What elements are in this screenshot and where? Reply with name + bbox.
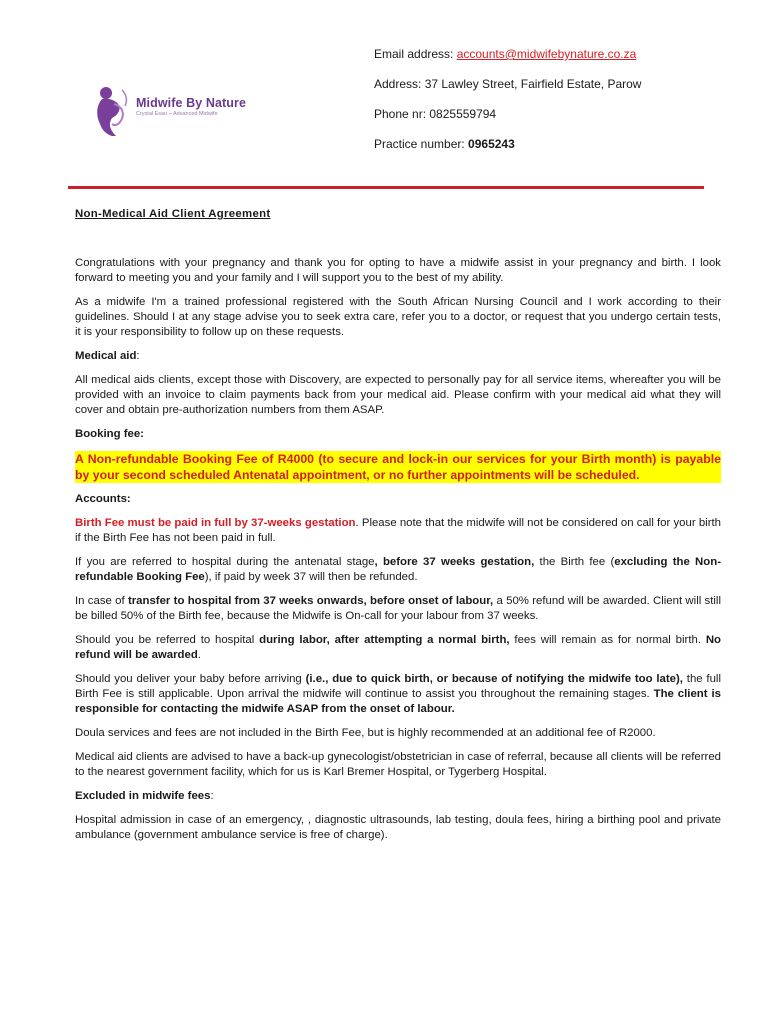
email-label: Email address:: [374, 47, 457, 61]
logo-text: [136, 96, 246, 117]
phone-line: Phone nr: 0825559794: [374, 107, 497, 121]
accounts-heading: Accounts:: [75, 493, 131, 505]
document-title: Non-Medical Aid Client Agreement: [75, 208, 271, 220]
medical-aid-paragraph: All medical aids clients, except those with Discovery, are expected to personally pay for all service items, whereafter you will be provided with an invoice to claim payments back from your medical aid. Please confirm with your medical aid what they will cover and obtain pre-authorization numbers from them ASAP.: [75, 374, 721, 416]
midwife-silhouette-icon: [92, 84, 132, 138]
doula-paragraph: Doula services and fees are not included in the Birth Fee, but is highly recommended at an additional fee of R2000.: [75, 727, 656, 739]
booking-fee-notice: A Non-refundable Booking Fee of R4000 (to secure and lock-in our services for your Birth month) is payable by your second scheduled Antenatal appointment, or no further appointments will be scheduled.: [75, 452, 721, 482]
brand-tagline: Crystal Esau – Advanced Midwife: [136, 111, 218, 117]
accounts-paragraph-5: Should you deliver your baby before arriving (i.e., due to quick birth, or because of notifying the midwife too late), the full Birth Fee is still applicable. Upon arrival the midwife will continue to assist you throughout the remaining stages. The client is responsible for contacting the midwife ASAP from the onset of labour.: [75, 673, 721, 715]
address-line: Address: 37 Lawley Street, Fairfield Estate, Parow: [374, 77, 642, 91]
intro-paragraph: Congratulations with your pregnancy and thank you for opting to have a midwife assist in your pregnancy and birth. I look forward to meeting you and your family and I will support you to the best of my ability.: [75, 257, 721, 284]
registration-paragraph: As a midwife I'm a trained professional registered with the South African Nursing Council and I work according to their guidelines. Should I at any stage advise you to seek extra care, refer you to a doctor, or request that you undergo certain tests, it is your responsibility to follow up on these requests.: [75, 296, 721, 338]
accounts-paragraph-3: In case of transfer to hospital from 37 weeks onwards, before onset of labour, a 50% refund will be awarded. Client will still be billed 50% of the Birth fee, because the Midwife is On-call for your labour from 37 weeks.: [75, 595, 721, 622]
header-divider: [68, 186, 704, 189]
excluded-paragraph: Hospital admission in case of an emergency, , diagnostic ultrasounds, lab testing, doula fees, hiring a birthing pool and private ambulance (government ambulance service is free of charge).: [75, 814, 721, 841]
accounts-paragraph-4: Should you be referred to hospital during labor, after attempting a normal birth, fees will remain as for normal birth. No refund will be awarded.: [75, 634, 721, 661]
email-line: [374, 46, 641, 76]
brand-name: Midwife By Nature: [136, 96, 247, 110]
practice-label: Practice number:: [374, 137, 469, 151]
contact-block: [374, 46, 641, 166]
excluded-heading: Excluded in midwife fees:: [75, 790, 214, 802]
practice-number: 0965243: [468, 137, 515, 151]
accounts-paragraph-1: Birth Fee must be paid in full by 37-weeks gestation. Please note that the midwife will not be considered on call for your birth if the Birth Fee has not been paid in full.: [75, 517, 721, 544]
email-link[interactable]: accounts@midwifebynature.co.za: [456, 47, 637, 61]
practice-line: [374, 136, 641, 166]
agreement-document: [75, 207, 721, 852]
booking-fee-heading: Booking fee:: [75, 428, 144, 440]
accounts-paragraph-2: If you are referred to hospital during the antenatal stage, before 37 weeks gestation, the Birth fee (excluding the Non-refundable Booking Fee), if paid by week 37 will then be refunded.: [75, 556, 721, 583]
backup-paragraph: Medical aid clients are advised to have a back-up gynecologist/obstetrician in case of referral, because all clients will be referred to the nearest government facility, which for us is Karl Bremer Hospital, or Tygerberg Hospital.: [75, 751, 721, 778]
medical-aid-heading: Medical aid:: [75, 350, 140, 362]
